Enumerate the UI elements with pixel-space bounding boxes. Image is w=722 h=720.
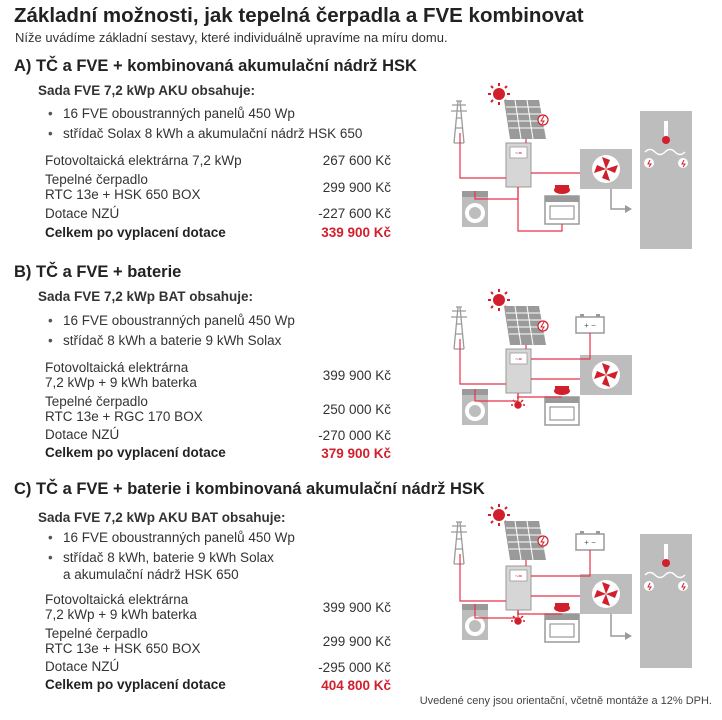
- stove-icon: [545, 386, 579, 425]
- accumulation-tank-icon: [640, 534, 692, 668]
- price-label: Dotace NZÚ: [45, 205, 120, 221]
- option-c-items: [48, 529, 295, 586]
- price-label: [45, 626, 200, 657]
- price-row: [45, 590, 391, 624]
- list-item: • 16 FVE oboustranných panelů 450 Wp: [48, 105, 362, 122]
- list-item: • 16 FVE oboustranných panelů 450 Wp: [48, 529, 295, 546]
- svg-text:~=: ~=: [514, 357, 523, 363]
- price-row: [45, 658, 391, 676]
- list-item: • 16 FVE oboustranných panelů 450 Wp: [48, 312, 295, 329]
- svg-text:+ −: + −: [584, 538, 596, 547]
- total-label: Celkem po vyplacení dotace: [45, 677, 226, 693]
- footnote: Uvedené ceny jsou orientační, včetně montáže a 12% DPH.: [419, 695, 712, 707]
- price-value: 299 900 Kč: [322, 179, 391, 195]
- total-label: Celkem po vyplacení dotace: [45, 224, 226, 240]
- power-pylon-icon: [451, 101, 467, 143]
- price-row: [45, 151, 391, 170]
- price-value: -227 600 Kč: [318, 206, 391, 221]
- heat-pump-icon: [580, 355, 632, 395]
- price-value: 267 600 Kč: [322, 153, 391, 168]
- total-row: [45, 444, 391, 462]
- option-c-diagram: [420, 504, 720, 670]
- stove-icon: [545, 185, 579, 224]
- option-b-heading: B) TČ a FVE + baterie: [14, 263, 182, 281]
- price-value: 399 900 Kč: [322, 599, 391, 615]
- svg-text:+ −: + −: [584, 321, 596, 330]
- option-a-heading: A) TČ a FVE + kombinovaná akumulační nádrž HSK: [14, 57, 417, 75]
- option-c-heading: C) TČ a FVE + baterie i kombinovaná akumulační nádrž HSK: [14, 480, 485, 498]
- price-label: [45, 394, 203, 425]
- price-row: [45, 204, 391, 223]
- stove-icon: [545, 603, 579, 642]
- list-item: • střídač Solax 8 kWh a akumulační nádrž HSK 650: [48, 125, 362, 142]
- option-a-diagram: [420, 83, 720, 249]
- flash-icon: [538, 321, 548, 331]
- list-item: [48, 549, 295, 583]
- price-label: Dotace NZÚ: [45, 427, 120, 443]
- list-item-line: a akumulační nádrž HSK 650: [63, 567, 239, 582]
- list-item: • střídač 8 kWh a baterie 9 kWh Solax: [48, 332, 295, 349]
- flash-icon: [538, 115, 548, 125]
- price-label: [45, 592, 197, 623]
- option-b-diagram: [420, 289, 720, 449]
- battery-icon: [576, 314, 604, 333]
- total-value: 379 900 Kč: [321, 445, 391, 461]
- heat-flow-arrow: [611, 614, 625, 636]
- total-label: Celkem po vyplacení dotace: [45, 445, 226, 461]
- price-label-line: RTC 13e + RGC 170 BOX: [45, 409, 203, 424]
- option-c-price-table: [45, 590, 391, 694]
- price-label-line: Tepelné čerpadlo: [45, 625, 148, 641]
- price-label-line: Fotovoltaická elektrárna: [45, 591, 189, 607]
- list-item-line: střídač 8 kWh, baterie 9 kWh Solax: [63, 550, 274, 565]
- total-row: [45, 676, 391, 694]
- price-value: -270 000 Kč: [318, 427, 391, 443]
- price-label-line: Tepelné čerpadlo: [45, 171, 148, 187]
- inverter-icon: [506, 566, 531, 610]
- heat-pump-icon: [580, 149, 632, 189]
- total-value: 404 800 Kč: [321, 677, 391, 693]
- option-a-items: [48, 105, 362, 145]
- price-row: [45, 426, 391, 444]
- price-label: [45, 172, 200, 203]
- price-label-line: RTC 13e + HSK 650 BOX: [45, 187, 201, 202]
- price-row: [45, 358, 391, 392]
- heat-flow-arrow: [611, 189, 625, 209]
- heat-pump-icon: [580, 574, 632, 614]
- price-value: 399 900 Kč: [322, 367, 391, 383]
- option-c-set-title: Sada FVE 7,2 kWp AKU BAT obsahuje:: [38, 510, 286, 525]
- battery-icon: [576, 531, 604, 550]
- power-pylon-icon: [451, 307, 467, 349]
- power-pylon-icon: [451, 522, 467, 564]
- price-row: [45, 624, 391, 658]
- inverter-icon: [506, 143, 531, 187]
- page-subtitle: Níže uvádíme základní sestavy, které individuálně upravíme na míru domu.: [15, 30, 448, 45]
- option-a-price-table: [45, 151, 391, 242]
- option-a-set-title: Sada FVE 7,2 kWp AKU obsahuje:: [38, 83, 256, 98]
- price-value: 250 000 Kč: [322, 401, 391, 417]
- svg-text:~=: ~=: [514, 574, 523, 580]
- svg-text:~=: ~=: [514, 151, 523, 157]
- option-b-items: [48, 312, 295, 352]
- price-label-line: Tepelné čerpadlo: [45, 393, 148, 409]
- price-label-line: 7,2 kWp + 9 kWh baterka: [45, 607, 197, 622]
- inverter-icon: [506, 349, 531, 393]
- flash-icon: [538, 536, 548, 546]
- price-label: Dotace NZÚ: [45, 659, 120, 675]
- price-label: [45, 360, 197, 391]
- page-title: Základní možnosti, jak tepelná čerpadla a FVE kombinovat: [14, 4, 584, 27]
- price-value: 299 900 Kč: [322, 633, 391, 649]
- total-value: 339 900 Kč: [321, 225, 391, 240]
- option-b-price-table: [45, 358, 391, 462]
- price-value: -295 000 Kč: [318, 659, 391, 675]
- accumulation-tank-icon: [640, 111, 692, 249]
- option-b-set-title: Sada FVE 7,2 kWp BAT obsahuje:: [38, 289, 254, 304]
- price-label-line: 7,2 kWp + 9 kWh baterka: [45, 375, 197, 390]
- total-row: [45, 223, 391, 242]
- price-label: Fotovoltaická elektrárna 7,2 kWp: [45, 152, 242, 168]
- price-row: [45, 170, 391, 204]
- price-row: [45, 392, 391, 426]
- price-label-line: RTC 13e + HSK 650 BOX: [45, 641, 201, 656]
- price-label-line: Fotovoltaická elektrárna: [45, 359, 189, 375]
